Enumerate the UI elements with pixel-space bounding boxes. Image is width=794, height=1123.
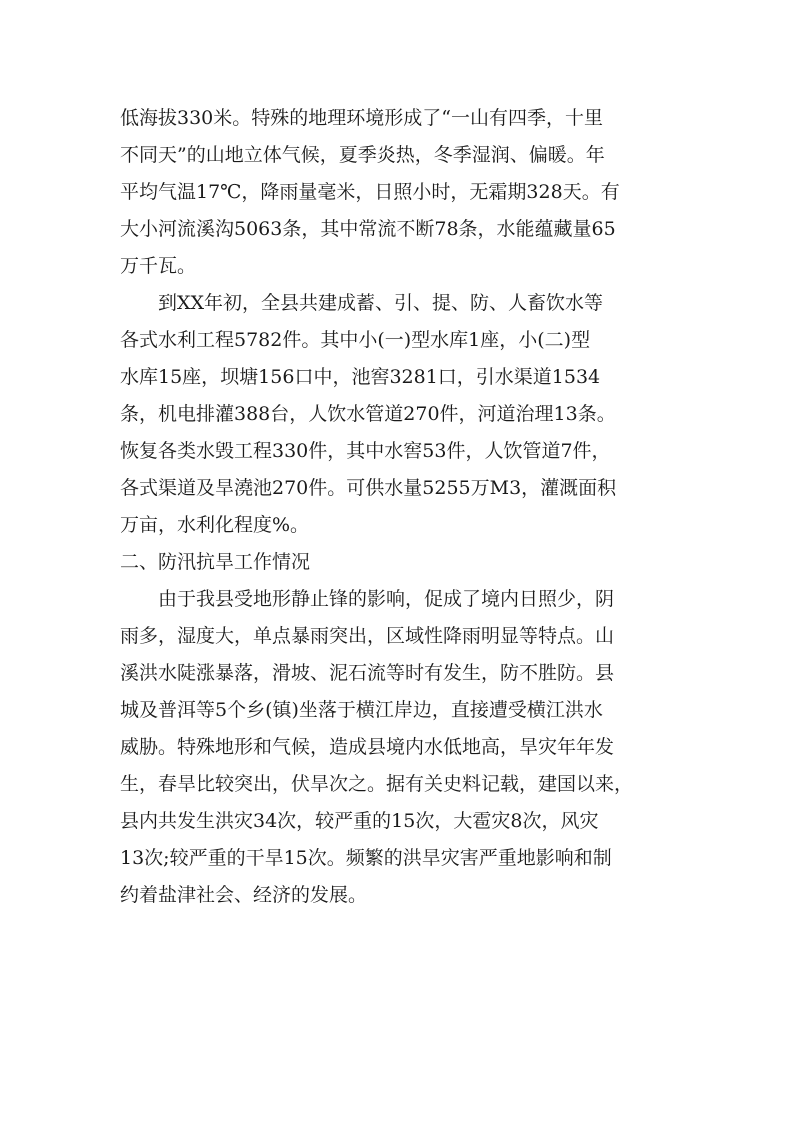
paragraph-3-line-9: 约着盐津社会、经济的发展。 xyxy=(120,884,368,906)
paragraph-2-line-2: 各式水利工程5782件。其中小(一)型水库1座，小(二)型 xyxy=(120,329,591,351)
paragraph-3-line-8: 13次;较严重的干旱15次。频繁的洪旱灾害严重地影响和制 xyxy=(120,847,612,869)
paragraph-1-line-4: 大小河流溪沟5063条，其中常流不断78条，水能蕴藏量65 xyxy=(120,218,616,240)
paragraph-2-line-1: 到XX年初，全县共建成蓄、引、提、防、人畜饮水等 xyxy=(158,292,604,314)
section-heading: 二、防汛抗旱工作情况 xyxy=(120,551,311,573)
paragraph-1-line-3: 平均气温17℃，降雨量毫米，日照小时，无霜期328天。有 xyxy=(120,181,620,203)
paragraph-3-line-3: 溪洪水陡涨暴落，滑坡、泥石流等时有发生，防不胜防。县 xyxy=(120,662,615,684)
paragraph-3-line-7: 县内共发生洪灾34次，较严重的15次，大雹灾8次，风灾 xyxy=(120,810,599,832)
paragraph-2-line-6: 各式渠道及旱澆池270件。可供水量5255万M3，灌溉面积 xyxy=(120,477,617,499)
paragraph-2-line-3: 水库15座，坝塘156口中，池窖3281口，引水渠道1534 xyxy=(120,366,601,388)
paragraph-2-line-7: 万亩，水利化程度%。 xyxy=(120,514,310,536)
paragraph-3-line-2: 雨多，湿度大，单点暴雨突出，区域性降雨明显等特点。山 xyxy=(120,625,615,647)
paragraph-2-line-5: 恢复各类水毁工程330件，其中水窖53件，人饮管道7件， xyxy=(120,440,611,462)
paragraph-1-line-1: 低海拔330米。特殊的地理环境形成了“一山有四季，十里 xyxy=(120,107,603,129)
paragraph-1-line-2: 不同天”的山地立体气候，夏季炎热，冬季湿润、偏暖。年 xyxy=(120,144,605,166)
paragraph-3-line-6: 生，春旱比较突出，伏旱次之。据有关史料记载，建国以来， xyxy=(120,773,634,795)
paragraph-2-line-4: 条，机电排灌388台，人饮水管道270件，河道治理13条。 xyxy=(120,403,616,425)
paragraph-1-line-5: 万千瓦。 xyxy=(120,255,197,277)
paragraph-3-line-5: 威胁。特殊地形和气候，造成县境内水低地高，旱灾年年发 xyxy=(120,736,615,758)
paragraph-3-line-4: 城及普洱等5个乡(镇)坐落于横江岸边，直接遭受横江洪水 xyxy=(120,699,603,721)
paragraph-3-line-1: 由于我县受地形静止锋的影响，促成了境内日照少，阴 xyxy=(158,588,615,610)
